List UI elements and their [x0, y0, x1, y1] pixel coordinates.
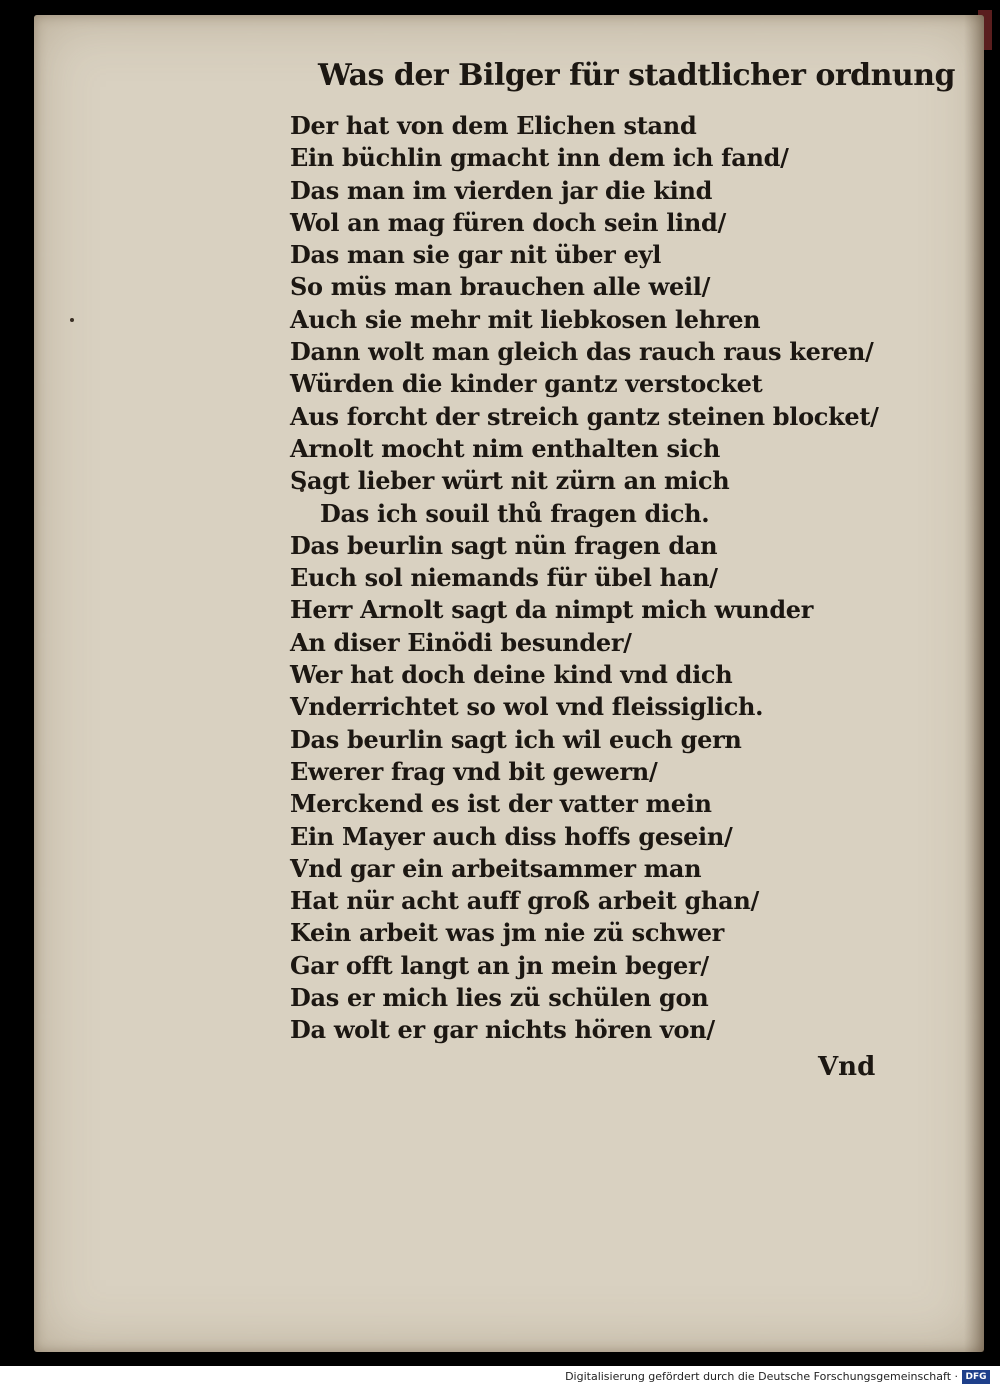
verse-line: Aus forcht der streich gantz steinen blocket/	[290, 401, 879, 431]
verse-line: Das beurlin sagt ich wil euch gern	[290, 724, 742, 754]
verse-line: Gar offt langt an jn mein beger/	[290, 950, 709, 980]
running-header: Was der Bilger für stadtlicher ordnung	[318, 58, 956, 93]
verse-line: Ewerer frag vnd bit gewern/	[290, 756, 658, 786]
verse-line: So müs man brauchen alle weil/	[290, 272, 711, 302]
verse-line: An diser Einödi besunder/	[290, 627, 632, 657]
verse-line: Hat nür acht auff groß arbeit ghan/	[290, 886, 759, 916]
verse-line: Wol an mag füren doch sein lind/	[290, 207, 726, 237]
verse-line: Wer hat doch deine kind vnd dich	[290, 660, 733, 690]
verse-line: Arnolt mocht nim enthalten sich	[290, 433, 720, 463]
verse-line: Merckend es ist der vatter mein	[290, 789, 712, 819]
verse-line: Vnderrichtet so wol vnd fleissiglich.	[290, 692, 764, 722]
verse-line: Das man sie gar nit über eyl	[290, 240, 662, 270]
verse-line: Das beurlin sagt nün fragen dan	[290, 530, 718, 560]
footer-bar	[0, 1366, 1000, 1389]
verse-line: Würden die kinder gantz verstocket	[290, 369, 763, 399]
verse-line: Dann wolt man gleich das rauch raus keren/	[290, 337, 874, 367]
verse-line: Euch sol niemands für übel han/	[290, 563, 718, 593]
ink-speck	[70, 318, 74, 322]
verse-list	[290, 110, 910, 1047]
verse-line: Das man im vierden jar die kind	[290, 175, 713, 205]
verse-line: Ein Mayer auch diss hoffs gesein/	[290, 821, 733, 851]
verse-line: Ein büchlin gmacht inn dem ich fand/	[290, 143, 789, 173]
verse-line: Das ich souil thů fragen dich.	[320, 498, 710, 528]
funding-credit: Digitalisierung gefördert durch die Deutsche Forschungsgemeinschaft ·	[565, 1370, 958, 1383]
verse-line: Vnd gar ein arbeitsammer man	[290, 853, 702, 883]
page-spine-shadow	[964, 15, 984, 1352]
verse-line: Der hat von dem Elichen stand	[290, 111, 697, 140]
verse-line: Kein arbeit was jm nie zü schwer	[290, 918, 725, 948]
verse-line: Da wolt er gar nichts hören von/	[290, 1015, 715, 1045]
catchword: Vnd	[818, 1052, 876, 1082]
verse-line: Herr Arnolt sagt da nimpt mich wunder	[290, 595, 814, 625]
verse-line: Das er mich lies zü schülen gon	[290, 983, 709, 1013]
dfg-logo-icon: DFG	[962, 1370, 990, 1384]
verse-line: Auch sie mehr mit liebkosen lehren	[290, 304, 761, 334]
verse-line: Sagt lieber würt nit zürn an mich	[290, 466, 730, 496]
